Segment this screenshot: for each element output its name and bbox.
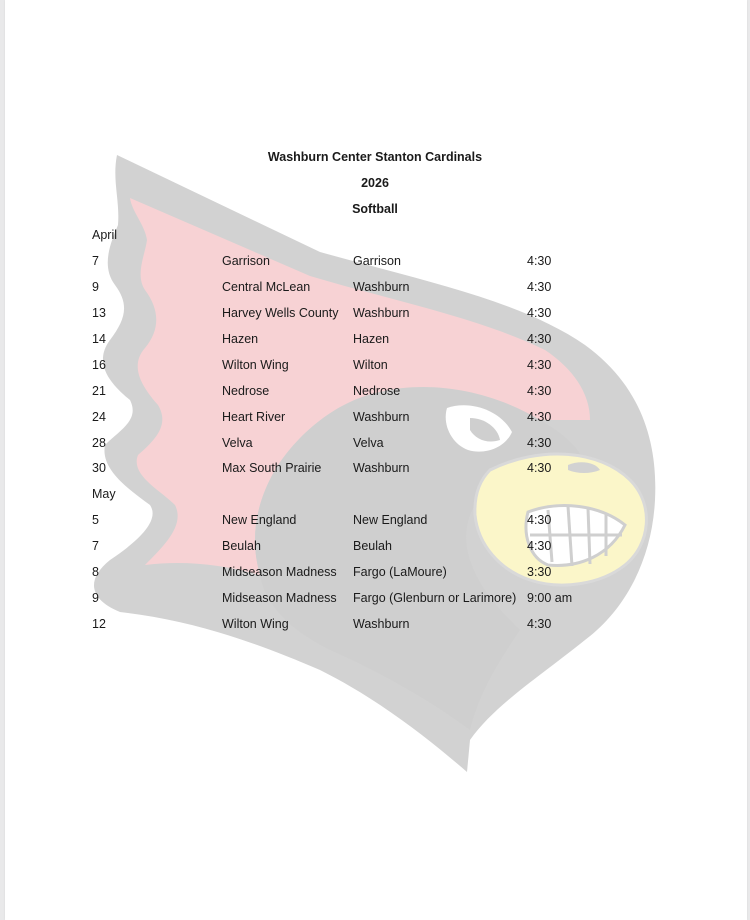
game-location: Nedrose [353,384,401,398]
season-year: 2026 [361,176,389,190]
table-row [0,565,750,583]
game-opponent: Wilton Wing [222,358,289,372]
game-location: Washburn [353,617,410,631]
game-time: 4:30 [527,461,552,475]
game-time: 4:30 [527,254,552,268]
table-row [0,539,750,557]
game-day: 21 [92,384,106,398]
game-day: 14 [92,332,106,346]
game-day: 7 [92,539,99,553]
game-time: 4:30 [527,617,552,631]
game-day: 9 [92,280,99,294]
game-opponent: Central McLean [222,280,311,294]
game-day: 5 [92,513,99,527]
table-row [0,461,750,479]
game-day: 7 [92,254,99,268]
month-heading-april: April [92,228,118,242]
table-row [0,591,750,609]
game-opponent: Harvey Wells County [222,306,339,320]
game-location: Washburn [353,461,410,475]
game-time: 4:30 [527,358,552,372]
school-title: Washburn Center Stanton Cardinals [267,150,483,164]
game-opponent: Hazen [222,332,259,346]
game-opponent: Heart River [222,410,286,424]
game-time: 4:30 [527,410,552,424]
game-time: 4:30 [527,384,552,398]
game-opponent: Midseason Madness [222,565,337,579]
month-heading-may: May [92,487,116,501]
game-opponent: Wilton Wing [222,617,289,631]
game-day: 16 [92,358,106,372]
game-opponent: Garrison [222,254,270,268]
game-day: 28 [92,436,106,450]
game-opponent: Beulah [222,539,261,553]
game-location: New England [353,513,428,527]
sport-title: Softball [352,202,398,216]
game-opponent: New England [222,513,297,527]
game-time: 4:30 [527,513,552,527]
table-row [0,617,750,635]
game-location: Wilton [353,358,388,372]
game-opponent: Max South Prairie [222,461,322,475]
game-time: 4:30 [527,306,552,320]
game-day: 9 [92,591,99,605]
game-location: Beulah [353,539,392,553]
game-location: Velva [353,436,384,450]
game-location: Hazen [353,332,390,346]
game-location: Washburn [353,280,410,294]
game-time: 3:30 [527,565,552,579]
game-time: 4:30 [527,436,552,450]
table-row [0,436,750,454]
game-time: 9:00 am [527,591,573,605]
game-day: 13 [92,306,106,320]
table-row [0,410,750,428]
game-opponent: Midseason Madness [222,591,337,605]
game-day: 30 [92,461,106,475]
game-opponent: Velva [222,436,253,450]
game-location: Washburn [353,306,410,320]
table-row [0,280,750,298]
game-time: 4:30 [527,332,552,346]
game-location: Garrison [353,254,401,268]
table-row [0,513,750,531]
game-time: 4:30 [527,280,552,294]
game-opponent: Nedrose [222,384,270,398]
game-location: Fargo (Glenburn or Larimore) [353,591,517,605]
game-time: 4:30 [527,539,552,553]
table-row [0,384,750,402]
table-row [0,332,750,350]
table-row [0,358,750,376]
table-row [0,306,750,324]
game-day: 12 [92,617,106,631]
table-row [0,254,750,272]
game-location: Washburn [353,410,410,424]
game-day: 8 [92,565,99,579]
game-location: Fargo (LaMoure) [353,565,447,579]
game-day: 24 [92,410,106,424]
